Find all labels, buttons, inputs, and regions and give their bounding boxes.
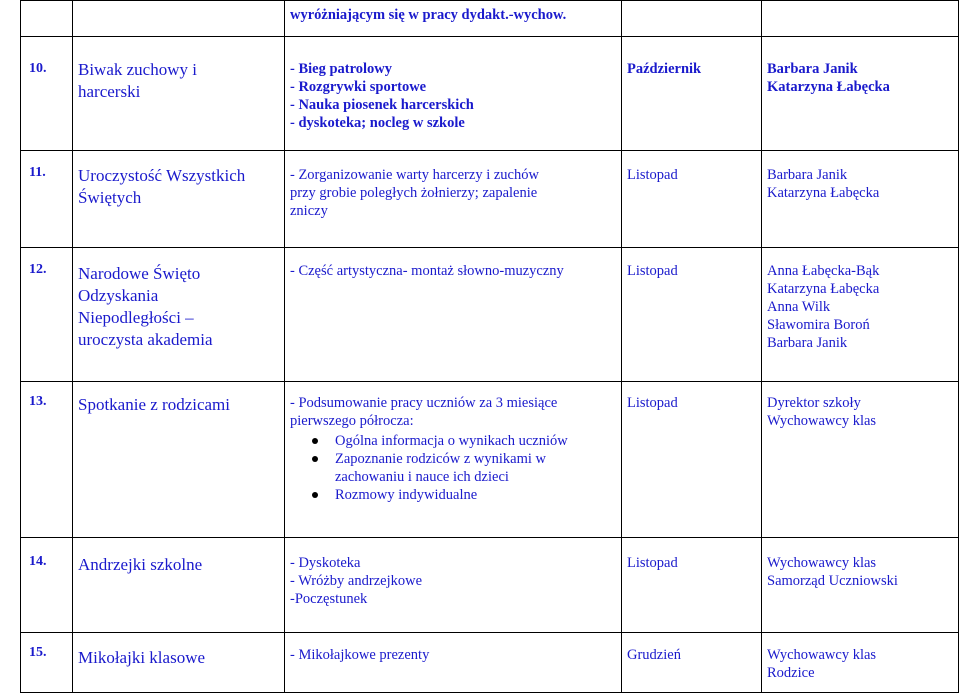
event-title: uroczysta akademia [78,330,213,349]
table-row [21,382,959,538]
title-cell [73,1,285,37]
event-title: Świętych [78,188,142,207]
event-desc: - Dyskoteka [290,555,361,571]
event-title: Uroczystość Wszystkich [78,166,246,185]
table-row [21,538,959,633]
event-person: Dyrektor szkoły [767,395,861,411]
event-title: Mikołajki klasowe [78,648,206,667]
event-desc: - Mikołajkowe prezenty [290,647,430,663]
event-person: Anna Wilk [767,299,831,315]
event-person: Wychowawcy klas [767,555,877,571]
event-desc: - Bieg patrolowy [290,61,393,77]
event-month: Grudzień [627,647,681,663]
event-desc: pierwszego półrocza: [290,413,414,429]
table-row [21,633,959,693]
bullet-text: Zapoznanie rodziców z wynikami w [335,451,546,467]
row-number: 10. [29,61,47,76]
event-title: Spotkanie z rodzicami [78,395,231,414]
bullet-icon [312,456,318,462]
event-person: Anna Łabęcka-Bąk [767,263,880,279]
table-row [21,248,959,382]
list-item [290,432,618,450]
event-title: Andrzejki szkolne [78,555,203,574]
bullet-list [290,432,618,504]
row-number: 14. [29,554,47,569]
fragment-text: wyróżniającym się w pracy dydakt.-wychow. [290,7,567,23]
event-title: Odzyskania [78,286,159,305]
row-number: 11. [29,165,46,180]
event-title: harcerski [78,82,141,101]
event-month: Listopad [627,167,678,183]
event-person: Katarzyna Łabęcka [767,79,890,95]
event-person: Sławomira Boroń [767,317,870,333]
event-person: Rodzice [767,665,815,681]
event-month: Listopad [627,395,678,411]
event-person: Samorząd Uczniowski [767,573,898,589]
bullet-text: zachowaniu i nauce ich dzieci [335,469,509,485]
event-desc: - dyskoteka; nocleg w szkole [290,115,465,131]
row-number: 12. [29,262,47,277]
event-desc: - Rozgrywki sportowe [290,79,427,95]
event-desc: przy grobie poległych żołnierzy; zapalenie [290,185,538,201]
event-month: Listopad [627,555,678,571]
event-month: Listopad [627,263,678,279]
events-table [20,0,959,693]
event-title: Biwak zuchowy i [78,60,197,79]
event-desc: - Nauka piosenek harcerskich [290,97,474,113]
bullet-icon [312,492,318,498]
person-cell [762,1,959,37]
event-person: Barbara Janik [767,167,848,183]
table-row-fragment [21,1,959,37]
event-desc: - Część artystyczna- montaż słowno-muzyczny [290,263,564,279]
event-title: Niepodległości – [78,308,194,327]
event-desc: - Podsumowanie pracy uczniów za 3 miesiące [290,395,558,411]
event-person: Katarzyna Łabęcka [767,281,880,297]
event-person: Katarzyna Łabęcka [767,185,880,201]
event-desc: - Zorganizowanie warty harcerzy i zuchów [290,167,539,183]
list-item [290,450,618,486]
list-item [290,486,618,504]
bullet-text: Rozmowy indywidualne [335,487,478,503]
event-person: Barbara Janik [767,61,858,77]
event-person: Barbara Janik [767,335,848,351]
event-person: Wychowawcy klas [767,413,877,429]
row-number: 15. [29,645,47,660]
event-desc: -Poczęstunek [290,591,368,607]
event-desc: zniczy [290,203,328,219]
table-row [21,37,959,151]
num-cell [21,1,73,37]
event-desc: - Wróżby andrzejkowe [290,573,423,589]
month-cell [622,1,762,37]
row-number: 13. [29,394,47,409]
event-month: Październik [627,61,702,77]
event-title: Narodowe Święto [78,264,201,283]
event-person: Wychowawcy klas [767,647,877,663]
bullet-text: Ogólna informacja o wynikach uczniów [335,433,568,449]
bullet-icon [312,438,318,444]
table-row [21,151,959,248]
desc-cell [285,1,622,37]
